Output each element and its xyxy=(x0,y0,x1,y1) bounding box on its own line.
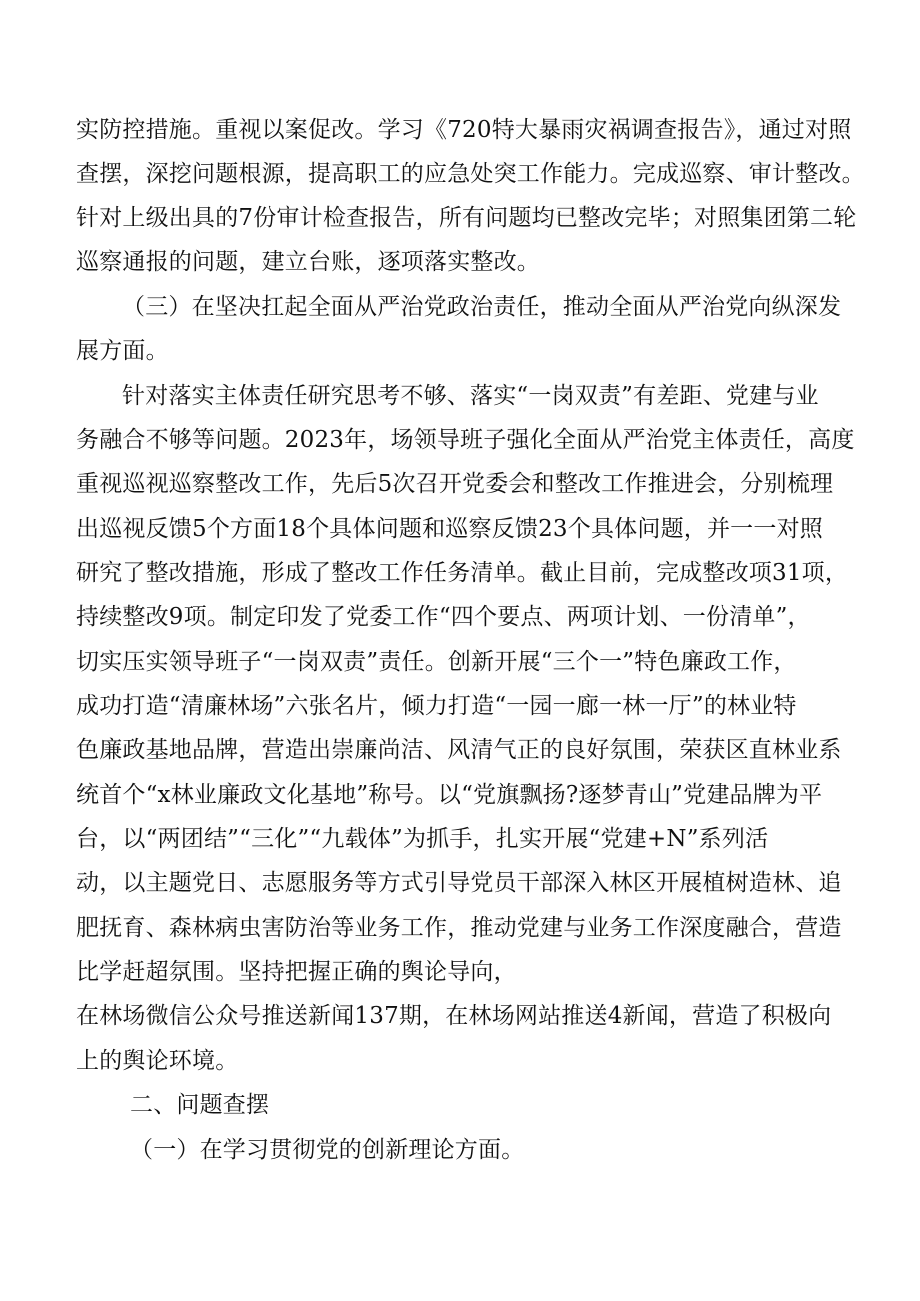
text-line: 肥抚育、森林病虫害防治等业务工作，推动党建与业务工作深度融合，营造 xyxy=(76,915,842,941)
text-line: 展方面。 xyxy=(76,338,169,364)
text-line: 实防控措施。重视以案促改。学习《720特大暴雨灾祸调查报告》，通过对照 xyxy=(76,117,852,143)
text-line: 重视巡视巡察整改工作，先后5次召开党委会和整改工作推进会，分别梳理 xyxy=(76,471,834,497)
text-line: 成功打造“清廉林场”六张名片，倾力打造“一园一廊一林一厅”的林业特 xyxy=(76,693,797,719)
text-line: 研究了整改措施，形成了整改工作任务清单。截止目前，完成整改项31项， xyxy=(76,560,849,586)
subsection-heading: （一）在学习贯彻党的创新理论方面。 xyxy=(130,1137,525,1163)
text-line: 巡察通报的问题，建立台账，逐项落实整改。 xyxy=(76,249,540,275)
text-line: 切实压实领导班子“一岗双责”责任。创新开展“三个一”特色廉政工作， xyxy=(76,649,797,675)
text-line: 上的舆论环境。 xyxy=(76,1048,239,1074)
text-line: 台，以“两团结”“三化”“九载体”为抓手，扎实开展“党建+N”系列活 xyxy=(76,826,769,852)
text-line: 针对上级出具的7份审计检查报告，所有问题均已整改完毕；对照集团第二轮 xyxy=(76,205,857,231)
text-line: 动，以主题党日、志愿服务等方式引导党员干部深入林区开展植树造林、追 xyxy=(76,870,842,896)
text-line: 在林场微信公众号推送新闻137期，在林场网站推送4新闻，营造了积极向 xyxy=(76,1003,832,1029)
text-line: 统首个“x林业廉政文化基地”称号。以“党旗飘扬?逐梦青山”党建品牌为平 xyxy=(76,782,823,808)
text-line: 针对落实主体责任研究思考不够、落实“一岗双责”有差距、党建与业 xyxy=(122,383,819,409)
text-line: 比学赶超氛围。坚持把握正确的舆论导向， xyxy=(76,959,517,985)
section-heading: 二、问题查摆 xyxy=(130,1092,270,1118)
text-line: 务融合不够等问题。2023年，场领导班子强化全面从严治党主体责任，高度 xyxy=(76,427,855,453)
text-line: 查摆，深挖问题根源，提高职工的应急处突工作能力。完成巡察、审计整改。 xyxy=(76,161,865,187)
section-heading: （三）在坚决扛起全面从严治党政治责任，推动全面从严治党向纵深发 xyxy=(122,294,842,320)
text-line: 出巡视反馈5个方面18个具体问题和巡察反馈23个具体问题，并一一对照 xyxy=(76,516,823,542)
text-line: 持续整改9项。制定印发了党委工作“四个要点、两项计划、一份清单”， xyxy=(76,604,811,630)
text-line: 色廉政基地品牌，营造出崇廉尚洁、风清气正的良好氛围，荣获区直林业系 xyxy=(76,737,842,763)
